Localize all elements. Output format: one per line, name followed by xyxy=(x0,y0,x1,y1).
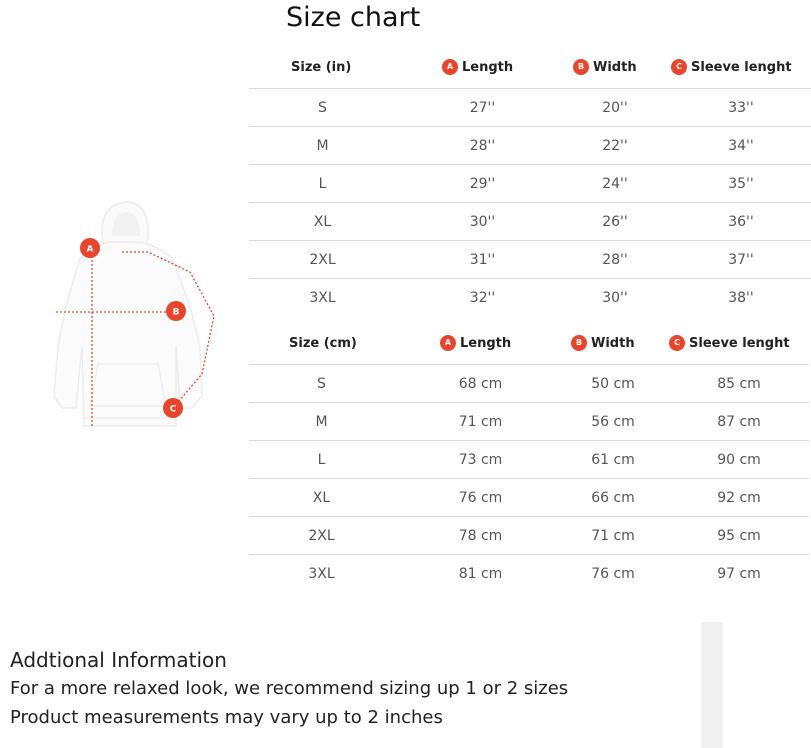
info-line: Product measurements may vary up to 2 inches xyxy=(10,707,443,728)
measurement-cell: 68 cm xyxy=(404,365,557,403)
measurement-cell: 61 cm xyxy=(557,441,669,479)
table-row xyxy=(249,555,809,593)
badge-c-icon: C xyxy=(669,335,685,351)
measurement-cell: 33'' xyxy=(671,89,811,127)
measurement-cell: 81 cm xyxy=(458,565,503,582)
badge-b-icon: B xyxy=(573,59,589,75)
size-cell: XL xyxy=(249,203,406,241)
measurement-cell: 73 cm xyxy=(404,441,557,479)
page-title: Size chart xyxy=(286,2,421,33)
size-cell: 2XL xyxy=(249,517,404,555)
size-table-cm xyxy=(249,322,809,592)
col-header-width: B Width xyxy=(559,46,671,89)
size-cell: XL xyxy=(249,479,404,517)
badge-c-icon: C xyxy=(671,59,687,75)
size-cell: M xyxy=(249,127,406,165)
additional-info xyxy=(10,646,690,732)
measurement-cell: 26'' xyxy=(559,203,671,241)
table-body xyxy=(249,365,809,593)
measurement-cell: 76 cm xyxy=(591,565,635,582)
size-tables xyxy=(249,46,792,592)
info-heading: Addtional Information xyxy=(10,648,227,672)
measurement-cell: 71 cm xyxy=(557,517,669,555)
measurement-cell: 28'' xyxy=(406,127,559,165)
info-line: For a more relaxed look, we recommend sizing up 1 or 2 sizes xyxy=(10,678,569,699)
measurement-cell: 50 cm xyxy=(557,365,669,403)
table-row xyxy=(249,517,809,555)
measurement-cell: 66 cm xyxy=(557,479,669,517)
svg-text:C: C xyxy=(169,404,177,415)
svg-text:A: A xyxy=(86,244,94,255)
badge-a-icon xyxy=(80,238,100,258)
measurement-cell: 87 cm xyxy=(669,403,809,441)
measurement-cell: 36'' xyxy=(671,203,811,241)
col-header-size: Size (in) xyxy=(249,46,406,89)
col-header-size: Size (cm) xyxy=(249,322,404,365)
hoodie-diagram xyxy=(40,196,225,436)
col-header-length: A Length xyxy=(404,322,557,365)
size-cell: S xyxy=(249,89,406,127)
measurement-cell: 35'' xyxy=(671,165,811,203)
measurement-cell: 92 cm xyxy=(669,479,809,517)
table-row xyxy=(249,441,809,479)
measurement-cell: 30'' xyxy=(602,289,628,306)
measurement-cell: 34'' xyxy=(671,127,811,165)
measurement-cell: 76 cm xyxy=(404,479,557,517)
size-cell: L xyxy=(249,165,406,203)
measurement-cell: 71 cm xyxy=(404,403,557,441)
col-header-sleeve: C Sleeve lenght xyxy=(671,46,811,89)
measurement-cell: 56 cm xyxy=(557,403,669,441)
table-header-row xyxy=(249,46,811,89)
measurement-cell: 24'' xyxy=(559,165,671,203)
table-row xyxy=(249,403,809,441)
size-cell: L xyxy=(249,441,404,479)
table-row xyxy=(249,203,811,241)
measurement-cell: 27'' xyxy=(406,89,559,127)
badge-a-icon: A xyxy=(442,59,458,75)
measurement-cell: 95 cm xyxy=(669,517,809,555)
svg-text:B: B xyxy=(172,307,180,318)
size-table-inches xyxy=(249,46,811,316)
measurement-cell: 31'' xyxy=(406,241,559,279)
table-row xyxy=(249,279,811,317)
measurement-cell: 37'' xyxy=(671,241,811,279)
scrollbar-track[interactable] xyxy=(701,622,723,748)
measurement-cell: 78 cm xyxy=(404,517,557,555)
badge-c-icon xyxy=(163,398,183,418)
badge-b-icon: B xyxy=(571,335,587,351)
size-cell: S xyxy=(249,365,404,403)
size-cell: 3XL xyxy=(309,289,336,306)
col-header-length: A Length xyxy=(406,46,559,89)
measurement-cell: 20'' xyxy=(559,89,671,127)
measurement-cell: 28'' xyxy=(559,241,671,279)
table-row xyxy=(249,479,809,517)
measurement-cell: 38'' xyxy=(728,289,754,306)
size-cell: 2XL xyxy=(249,241,406,279)
table-header-row xyxy=(249,322,809,365)
measurement-cell: 90 cm xyxy=(669,441,809,479)
measurement-cell: 22'' xyxy=(559,127,671,165)
size-cell: 3XL xyxy=(308,565,335,582)
measurement-cell: 30'' xyxy=(406,203,559,241)
col-header-sleeve: C Sleeve lenght xyxy=(669,322,809,365)
measurement-cell: 85 cm xyxy=(669,365,809,403)
table-row xyxy=(249,241,811,279)
col-header-width: B Width xyxy=(557,322,669,365)
table-row xyxy=(249,365,809,403)
measurement-cell: 32'' xyxy=(469,289,496,306)
table-row xyxy=(249,89,811,127)
table-body xyxy=(249,89,811,317)
badge-b-icon xyxy=(166,301,186,321)
badge-a-icon: A xyxy=(440,335,456,351)
table-row xyxy=(249,127,811,165)
measurement-cell: 29'' xyxy=(406,165,559,203)
measurement-cell: 97 cm xyxy=(717,565,761,582)
table-row xyxy=(249,165,811,203)
size-cell: M xyxy=(249,403,404,441)
